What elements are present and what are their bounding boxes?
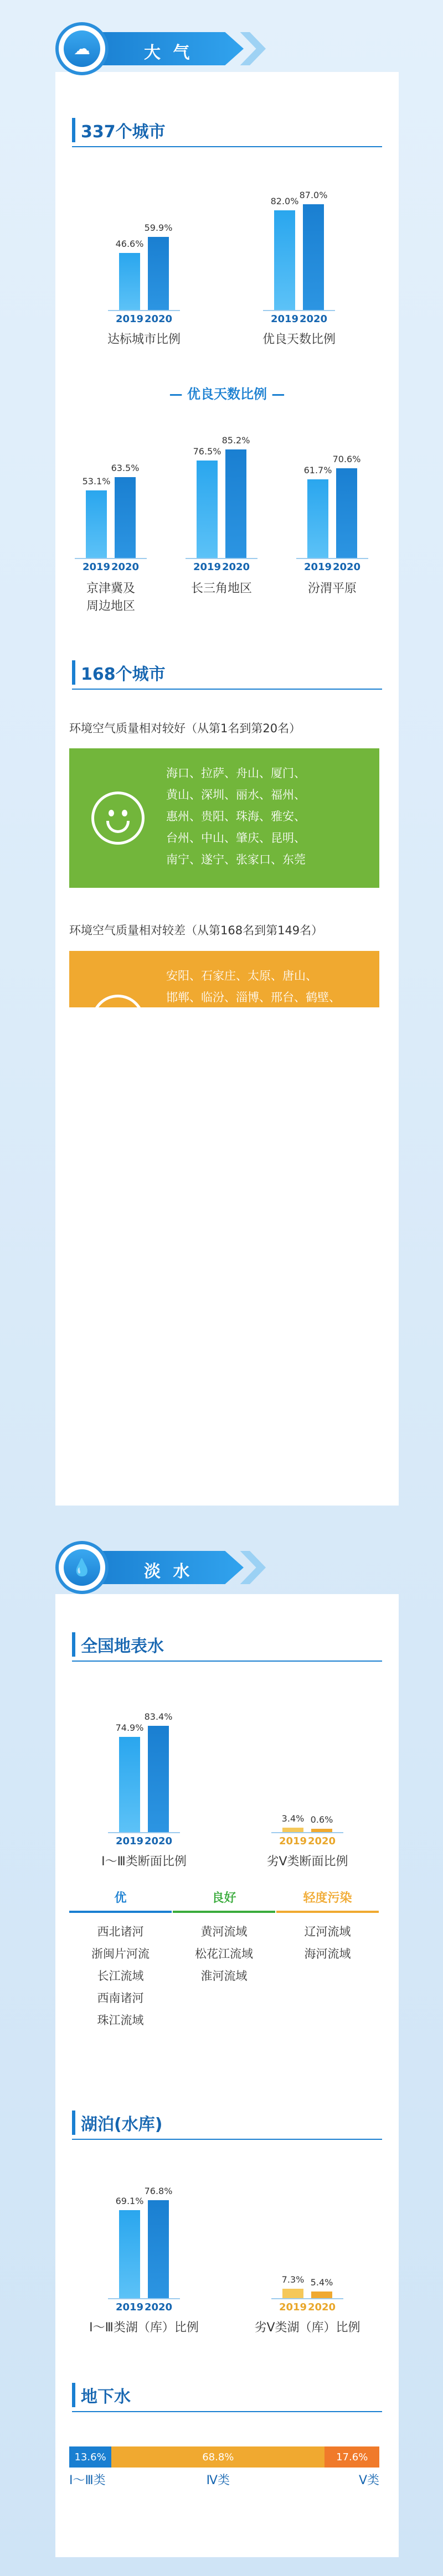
surface-year-2019: 2019 — [279, 1835, 307, 1847]
cities337-header — [72, 117, 166, 143]
cities337-year-2019: 2019 — [270, 313, 299, 325]
cities337-bar-2020 — [303, 204, 324, 310]
surface-bar-2019 — [119, 1737, 140, 1832]
header-accent — [72, 118, 75, 142]
good-days-title: 优良天数比例 — [187, 386, 267, 402]
river-name: 黄河流域 — [200, 1925, 248, 1938]
cities337-bar-2019 — [119, 253, 140, 310]
dash-left: — — [169, 386, 187, 402]
region-bar-2020 — [336, 468, 357, 558]
river-level-underline — [69, 1911, 172, 1913]
header-accent — [72, 2111, 75, 2135]
surface-baseline — [108, 1832, 180, 1833]
cities337-label: 优良天数比例 — [262, 333, 336, 346]
header-accent — [72, 2383, 75, 2407]
lakes-year-2020: 2020 — [307, 2301, 336, 2313]
river-level-underline — [276, 1911, 379, 1913]
eye-left — [109, 810, 114, 816]
best-caption: 环境空气质量相对较好（从第1名到第20名） — [69, 722, 301, 735]
lakes-year-2020: 2020 — [144, 2301, 173, 2313]
region-value-2020: 70.6% — [332, 453, 361, 464]
cities337-bar-2019 — [274, 210, 295, 310]
groundwater-segment: 17.6% — [324, 2446, 379, 2468]
surface-baseline — [271, 1832, 343, 1833]
river-name: 长江流域 — [97, 1969, 144, 1983]
lakes-header — [72, 2110, 162, 2135]
river-name: 松花江流域 — [195, 1947, 253, 1961]
groundwater-header — [72, 2382, 131, 2408]
cities337-value-2019: 46.6% — [115, 239, 144, 250]
surface-bar-2020 — [148, 1726, 169, 1832]
groundwater-segment: 13.6% — [69, 2446, 111, 2468]
river-name: 浙闽片河流 — [91, 1947, 150, 1961]
lakes-baseline — [271, 2298, 343, 2299]
lakes-bar-2019 — [282, 2289, 303, 2298]
best-cities-line: 黄山、深圳、丽水、福州、 — [166, 788, 306, 801]
cities337-value-2020: 87.0% — [299, 189, 328, 200]
river-name: 淮河流域 — [200, 1969, 248, 1983]
dash-right: — — [267, 386, 285, 402]
cities337-value-2020: 59.9% — [144, 223, 173, 234]
river-name: 西南诸河 — [97, 1992, 144, 2005]
surface-underline — [72, 1661, 382, 1662]
cities337-label: 达标城市比例 — [107, 333, 181, 346]
water-section-badge — [55, 1541, 244, 1594]
surface-header — [72, 1632, 164, 1657]
surface-year-2020: 2020 — [144, 1835, 173, 1847]
cities337-year-2020: 2020 — [144, 313, 173, 325]
water-section-title: 淡 水 — [144, 1562, 193, 1581]
river-name: 西北诸河 — [97, 1925, 144, 1938]
lakes-year-2019: 2019 — [115, 2301, 144, 2313]
cities337-title: 337个城市 — [81, 122, 166, 142]
region-label-line1: 京津冀及 — [86, 582, 135, 596]
river-level-name: 良好 — [212, 1891, 236, 1905]
cities168-title: 168个城市 — [81, 665, 166, 684]
region-value-2020: 63.5% — [111, 462, 140, 473]
groundwater-label: Ⅳ类 — [206, 2474, 230, 2487]
region-year-2019: 2019 — [303, 561, 332, 573]
region-year-2020: 2020 — [111, 561, 140, 573]
region-bar-2020 — [225, 449, 246, 558]
header-accent — [72, 660, 75, 685]
water-drop-icon-circle — [55, 1541, 109, 1594]
lakes-value-2019: 7.3% — [281, 2274, 305, 2285]
river-name: 辽河流域 — [304, 1925, 351, 1938]
smile-mouth — [106, 821, 130, 833]
surface-label: 劣Ⅴ类断面比例 — [266, 1855, 348, 1869]
surface-value-2019: 3.4% — [281, 1813, 305, 1824]
best-cities-line: 台州、中山、肇庆、昆明、 — [166, 831, 306, 845]
surface-value-2020: 83.4% — [144, 1711, 173, 1722]
region-label-line1: 汾渭平原 — [307, 582, 357, 596]
lakes-value-2020: 76.8% — [144, 2186, 173, 2197]
lakes-bar-2020 — [311, 2291, 332, 2298]
region-year-2020: 2020 — [332, 561, 361, 573]
region-baseline — [186, 558, 257, 559]
region-baseline — [296, 558, 368, 559]
cities168-underline — [72, 689, 382, 690]
surface-label: Ⅰ～Ⅲ类断面比例 — [101, 1855, 187, 1869]
smile-face-icon — [91, 792, 145, 845]
lakes-baseline — [108, 2298, 180, 2299]
eye-right — [122, 810, 127, 816]
region-value-2019: 53.1% — [82, 475, 111, 487]
worst-cities-line: 邯郸、临汾、淄博、邢台、鹤壁、 — [166, 991, 341, 1004]
region-label-line1: 长三角地区 — [190, 582, 252, 596]
cities337-underline — [72, 146, 382, 147]
cities337-value-2019: 82.0% — [270, 195, 299, 206]
lakes-value-2019: 69.1% — [115, 2196, 144, 2207]
cities168-header — [72, 660, 166, 685]
good-days-heading — [138, 383, 316, 402]
best-cities-line: 海口、拉萨、舟山、厦门、 — [166, 767, 306, 780]
cities337-baseline — [108, 310, 180, 311]
worst-cities-line: 安阳、石家庄、太原、唐山、 — [166, 969, 317, 982]
best-cities-line: 惠州、贵阳、珠海、雅安、 — [166, 810, 306, 823]
lakes-bar-2019 — [119, 2210, 140, 2298]
surface-bar-2019 — [282, 1828, 303, 1832]
air-section-badge — [55, 22, 244, 75]
river-name: 珠江流域 — [97, 2014, 144, 2027]
river-name: 海河流域 — [304, 1947, 351, 1961]
groundwater-label: Ⅰ～Ⅲ类 — [69, 2474, 106, 2487]
air-card-extension — [55, 1007, 399, 1506]
surface-value-2020: 0.6% — [310, 1814, 333, 1825]
groundwater-title: 地下水 — [81, 2387, 131, 2407]
region-value-2019: 61.7% — [303, 465, 332, 476]
surface-year-2020: 2020 — [307, 1835, 336, 1847]
groundwater-underline — [72, 2411, 382, 2412]
region-year-2019: 2019 — [82, 561, 111, 573]
header-accent — [72, 1632, 75, 1657]
surface-year-2019: 2019 — [115, 1835, 144, 1847]
cloud-icon: ☁ — [64, 30, 100, 67]
region-value-2019: 76.5% — [193, 446, 222, 457]
region-year-2020: 2020 — [222, 561, 250, 573]
lakes-bar-2020 — [148, 2200, 169, 2298]
best-cities-list — [166, 763, 365, 871]
water-drop-icon: 💧 — [64, 1549, 100, 1586]
surface-title: 全国地表水 — [81, 1637, 164, 1656]
air-section-title: 大 气 — [144, 43, 193, 63]
lakes-year-2019: 2019 — [279, 2301, 307, 2313]
region-year-2019: 2019 — [193, 561, 222, 573]
region-value-2020: 85.2% — [222, 435, 250, 446]
surface-value-2019: 74.9% — [115, 1722, 144, 1733]
lakes-title: 湖泊(水库) — [81, 2115, 163, 2134]
best-cities-line: 南宁、遂宁、张家口、东莞 — [166, 853, 306, 866]
cloud-icon-circle — [55, 22, 109, 75]
lakes-label: 劣Ⅴ类湖（库）比例 — [254, 2321, 360, 2335]
river-level-name: 轻度污染 — [303, 1891, 352, 1905]
river-level-name: 优 — [114, 1891, 127, 1905]
worst-caption: 环境空气质量相对较差（从第168名到第149名） — [69, 924, 323, 937]
lakes-underline — [72, 2139, 382, 2140]
region-baseline — [75, 558, 147, 559]
cities337-year-2020: 2020 — [299, 313, 328, 325]
river-level-underline — [173, 1911, 275, 1913]
region-label-line2: 周边地区 — [86, 599, 135, 613]
groundwater-segment: 68.8% — [111, 2446, 324, 2468]
region-bar-2019 — [86, 490, 107, 558]
cities337-baseline — [263, 310, 335, 311]
region-bar-2019 — [197, 461, 218, 558]
best-cities-box — [69, 748, 379, 888]
lakes-label: Ⅰ～Ⅲ类湖（库）比例 — [89, 2321, 199, 2335]
cities337-year-2019: 2019 — [115, 313, 144, 325]
groundwater-label: Ⅴ类 — [358, 2474, 379, 2487]
region-bar-2019 — [307, 479, 328, 558]
water-card — [55, 1594, 399, 2557]
lakes-value-2020: 5.4% — [310, 2277, 333, 2288]
region-bar-2020 — [115, 477, 136, 558]
